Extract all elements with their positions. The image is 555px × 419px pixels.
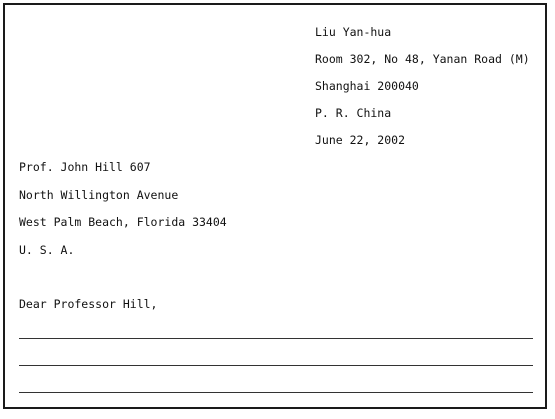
writing-line[interactable] [19,338,533,339]
sender-country: P. R. China [315,106,392,120]
recipient-street: North Willington Avenue [19,188,179,202]
letter-date: June 22, 2002 [315,133,406,147]
sender-city: Shanghai 200040 [315,79,419,93]
writing-line[interactable] [19,392,533,393]
sender-name: Liu Yan-hua [315,25,392,39]
recipient-city: West Palm Beach, Florida 33404 [19,215,227,229]
letter-frame [3,3,547,409]
recipient-country: U. S. A. [19,243,75,257]
sender-street: Room 302, No 48, Yanan Road (M) [315,52,530,66]
writing-line[interactable] [19,365,533,366]
salutation: Dear Professor Hill, [19,297,158,311]
recipient-name: Prof. John Hill 607 [19,160,151,174]
